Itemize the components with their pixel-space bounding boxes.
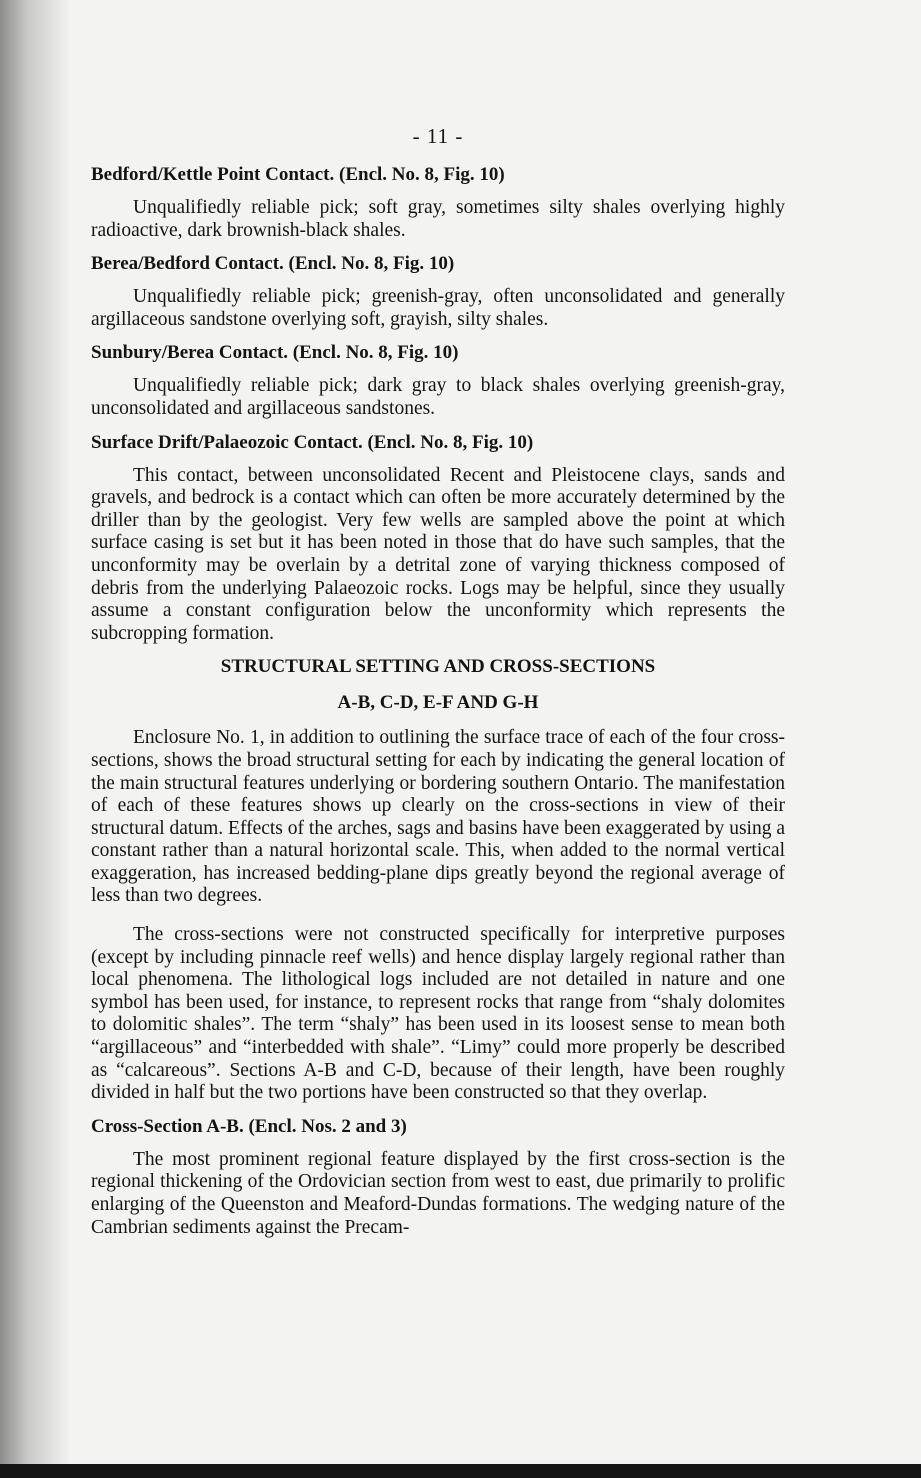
section-paragraph-sunbury-berea: Unqualifiedly reliable pick; dark gray to black shales overlying greenish-gray, unconsolidated and argillaceous sandstones. [91, 375, 785, 419]
cross-section-paragraph: The most prominent regional feature displayed by the first cross-section is the regional thickening of the Ordovician section from west to east, due primarily to prolific enlarging of the Queenston and Meaford-Dundas formations. The wedging nature of the Cambrian sediments against the Precam- [91, 1148, 785, 1238]
structural-paragraph-1: Enclosure No. 1, in addition to outlining the surface trace of each of the four cross-sections, shows the broad structural setting for each by indicating the general location of the main structural features underlying or bordering southern Ontario. The manifestation of each of these features shows up clearly on the cross-sections in view of their structural datum. Effects of the arches, sags and basins have been exaggerated by using a constant rather than a natural horizontal scale. This, when added to the normal vertical exaggeration, has increased bedding-plane dips greatly beyond the regional average of less than two degrees. [91, 727, 785, 907]
section-heading-surface-drift: Surface Drift/Palaeozoic Contact. (Encl. No. 8, Fig. 10) [91, 431, 534, 453]
section-paragraph-berea-bedford: Unqualifiedly reliable pick; greenish-gray, often unconsolidated and generally argillaceous sandstone overlying soft, grayish, silty shales. [91, 286, 785, 330]
document-page [91, 124, 785, 1249]
main-heading: STRUCTURAL SETTING AND CROSS-SECTIONS [220, 656, 656, 678]
scan-edge-shadow [0, 0, 70, 1478]
section-heading-bedford-kettle-point: Bedford/Kettle Point Contact. (Encl. No. 8, Fig. 10) [91, 164, 505, 185]
section-heading-sunbury-berea: Sunbury/Berea Contact. (Encl. No. 8, Fig. 10) [91, 342, 459, 364]
scan-bottom-edge [0, 1464, 921, 1478]
page-number: - 11 - [412, 124, 464, 148]
section-paragraph-bedford-kettle-point: Unqualifiedly reliable pick; soft gray, sometimes silty shales overlying highly radioactive, dark brownish-black shales. [91, 197, 785, 241]
section-paragraph-surface-drift: This contact, between unconsolidated Recent and Pleistocene clays, sands and gravels, and bedrock is a contact which can often be more accurately determined by the driller than by the geologist. Very few wells are sampled above the point at which surface casing is set but it has been noted in those that do have such samples, that the unconformity may be overlain by a detrital zone of varying thickness composed of debris from the underlying Palaeozoic rocks. Logs may be helpful, since they usually assume a constant configuration below the unconformity which represents the subcropping formation. [91, 464, 785, 644]
structural-paragraph-2: The cross-sections were not constructed specifically for interpretive purposes (except by including pinnacle reef wells) and hence display largely regional rather than local phenomena. The lithological logs included are not detailed in nature and one symbol has been used, for instance, to represent rocks that range from “shaly dolomites to dolomitic shales”. The term “shaly” has been used in its loosest sense to mean both “argillaceous” and “interbedded with shale”. “Limy” could more properly be described as “calcareous”. Sections A-B and C-D, because of their length, have been roughly divided in half but the two portions have been constructed so that they overlap. [91, 924, 785, 1104]
sub-heading: A-B, C-D, E-F AND G-H [337, 692, 539, 714]
section-heading-berea-bedford: Berea/Bedford Contact. (Encl. No. 8, Fig. 10) [91, 253, 455, 275]
cross-section-heading: Cross-Section A-B. (Encl. Nos. 2 and 3) [91, 1115, 407, 1137]
